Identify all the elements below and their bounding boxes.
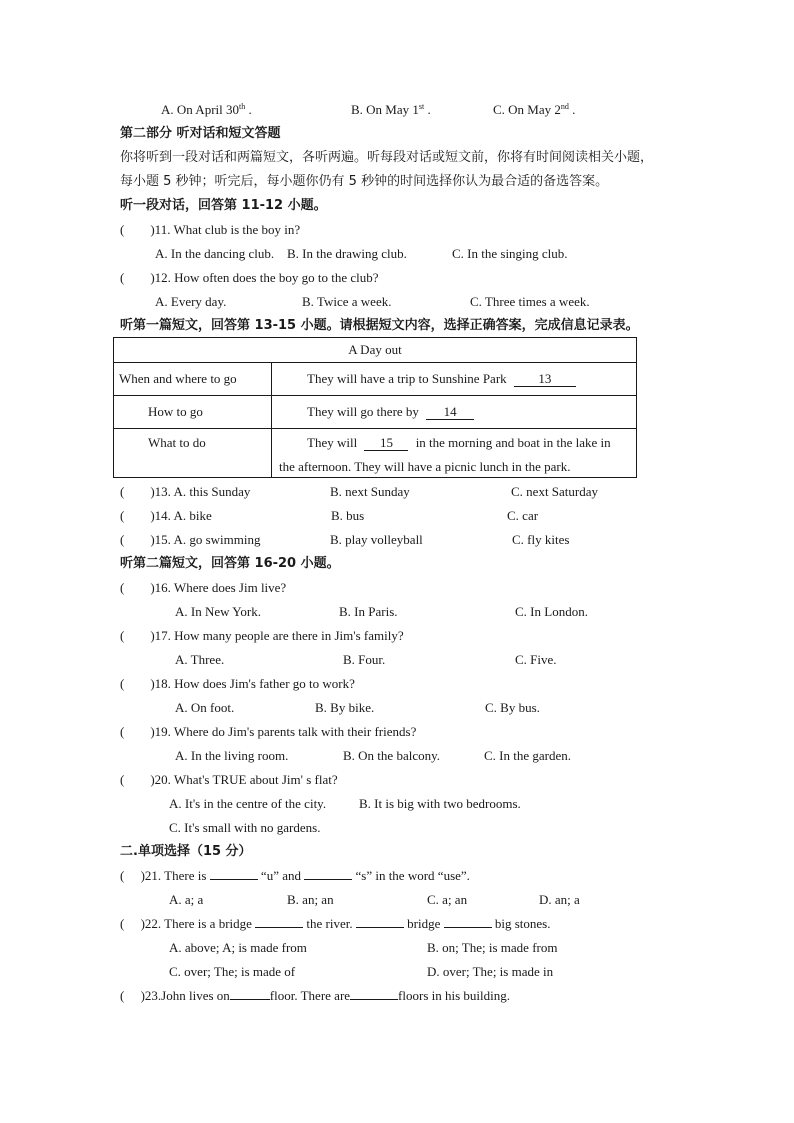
q16-option-c: C. In London.	[515, 604, 588, 619]
q12-option-c: C. Three times a week.	[470, 294, 590, 309]
part2-intro-line1: 你将听到一段对话和两篇短文，各听两遍。听每段对话或短文前，你将有时间阅读相关小题，	[120, 150, 654, 165]
q12-option-b: B. Twice a week.	[302, 294, 392, 309]
q20-option-a: A. It's in the centre of the city.	[169, 796, 327, 811]
q15-option-b: B. play volleyball	[330, 532, 423, 547]
section2-heading: 二.单项选择（15 分）	[120, 844, 252, 859]
q16-stem: ( )16. Where does Jim live?	[120, 580, 287, 595]
answer-paren[interactable]: ( )	[120, 484, 155, 499]
q17-option-b: B. Four.	[343, 652, 386, 667]
q10-option-b: B. On May 1st .	[351, 102, 431, 117]
q22-blank-1[interactable]	[255, 927, 303, 928]
table-row1-label: When and where to go	[114, 363, 272, 396]
table-row3-label: What to do	[114, 429, 272, 478]
table-row3-content: They will 15 in the morning and boat in the lake in the afternoon. They will have a picnic lunch in the park.	[272, 429, 637, 478]
q21-stem: ( )21. There is “u” and “s” in the word “use”.	[120, 868, 470, 883]
q22-blank-3[interactable]	[444, 927, 492, 928]
q19-stem: ( )19. Where do Jim's parents talk with their friends?	[120, 724, 417, 739]
answer-paren[interactable]: ( )	[120, 222, 155, 237]
q18-option-c: C. By bus.	[485, 700, 540, 715]
q12-stem: ( )12. How often does the boy go to the club?	[120, 270, 379, 285]
answer-paren[interactable]: ( )	[120, 988, 145, 1003]
blank-14[interactable]: 14	[426, 405, 474, 420]
q11-option-c: C. In the singing club.	[452, 246, 568, 261]
answer-paren[interactable]: ( )	[120, 270, 155, 285]
answer-paren[interactable]: ( )	[120, 676, 155, 691]
q16-option-a: A. In New York.	[175, 604, 261, 619]
q21-option-c: C. a; an	[427, 892, 468, 907]
q19-option-b: B. On the balcony.	[343, 748, 440, 763]
table-row2-content: They will go there by 14	[272, 396, 637, 429]
blank-13[interactable]: 13	[514, 372, 576, 387]
q23-blank-1[interactable]	[230, 999, 270, 1000]
q17-option-c: C. Five.	[515, 652, 557, 667]
q17-option-a: A. Three.	[175, 652, 225, 667]
info-record-table	[113, 337, 637, 478]
answer-paren[interactable]: ( )	[120, 508, 155, 523]
q20-option-c: C. It's small with no gardens.	[169, 820, 321, 835]
q22-option-b: B. on; The; is made from	[427, 940, 558, 955]
q10-option-a: A. On April 30th .	[161, 102, 252, 117]
dialog-heading: 听一段对话，回答第 11-12 小题。	[120, 198, 327, 213]
q14-option-b: B. bus	[331, 508, 365, 523]
q21-option-b: B. an; an	[287, 892, 334, 907]
q14-stem: ( )14. A. bike	[120, 508, 212, 523]
q14-option-c: C. car	[507, 508, 539, 523]
blank-15[interactable]: 15	[364, 436, 408, 451]
answer-paren[interactable]: ( )	[120, 772, 155, 787]
answer-paren[interactable]: ( )	[120, 868, 145, 883]
q20-stem: ( )20. What's TRUE about Jim' s flat?	[120, 772, 338, 787]
table-row1-content: They will have a trip to Sunshine Park 13	[272, 363, 637, 396]
table-row2-label: How to go	[114, 396, 272, 429]
q11-option-a: A. In the dancing club.	[155, 246, 275, 261]
q15-stem: ( )15. A. go swimming	[120, 532, 261, 547]
q12-option-a: A. Every day.	[155, 294, 227, 309]
q18-option-a: A. On foot.	[175, 700, 235, 715]
q23-stem: ( )23.John lives on floor. There are floors in his building.	[120, 988, 510, 1003]
answer-paren[interactable]: ( )	[120, 724, 155, 739]
answer-paren[interactable]: ( )	[120, 916, 145, 931]
q18-stem: ( )18. How does Jim's father go to work?	[120, 676, 355, 691]
q21-option-d: D. an; a	[539, 892, 580, 907]
q11-option-b: B. In the drawing club.	[287, 246, 407, 261]
q18-option-b: B. By bike.	[315, 700, 375, 715]
q21-option-a: A. a; a	[169, 892, 204, 907]
q13-stem: ( )13. A. this Sunday	[120, 484, 251, 499]
part2-title: 第二部分 听对话和短文答题	[120, 126, 281, 141]
q21-blank-2[interactable]	[304, 879, 352, 880]
q15-option-c: C. fly kites	[512, 532, 570, 547]
answer-paren[interactable]: ( )	[120, 628, 155, 643]
q22-stem: ( )22. There is a bridge the river. bridge big stones.	[120, 916, 551, 931]
q23-blank-2[interactable]	[350, 999, 398, 1000]
q19-option-a: A. In the living room.	[175, 748, 289, 763]
answer-paren[interactable]: ( )	[120, 532, 155, 547]
q22-blank-2[interactable]	[356, 927, 404, 928]
q13-option-c: C. next Saturday	[511, 484, 599, 499]
q22-option-c: C. over; The; is made of	[169, 964, 296, 979]
q10-option-c: C. On May 2nd .	[493, 102, 576, 117]
q22-option-d: D. over; The; is made in	[427, 964, 554, 979]
passage2-heading: 听第二篇短文，回答第 16-20 小题。	[120, 556, 340, 571]
q21-blank-1[interactable]	[210, 879, 258, 880]
q16-option-b: B. In Paris.	[339, 604, 398, 619]
table-title: A Day out	[114, 338, 637, 363]
passage1-heading: 听第一篇短文，回答第 13-15 小题。请根据短文内容，选择正确答案，完成信息记录表。	[120, 318, 639, 333]
q13-option-b: B. next Sunday	[330, 484, 410, 499]
q20-option-b: B. It is big with two bedrooms.	[359, 796, 521, 811]
q17-stem: ( )17. How many people are there in Jim's family?	[120, 628, 404, 643]
q11-stem: ( )11. What club is the boy in?	[120, 222, 301, 237]
q22-option-a: A. above; A; is made from	[169, 940, 307, 955]
part2-intro-line2: 每小题 5 秒钟；听完后，每小题你仍有 5 秒钟的时间选择你认为最合适的备选答案。	[120, 174, 609, 189]
answer-paren[interactable]: ( )	[120, 580, 155, 595]
q19-option-c: C. In the garden.	[484, 748, 572, 763]
